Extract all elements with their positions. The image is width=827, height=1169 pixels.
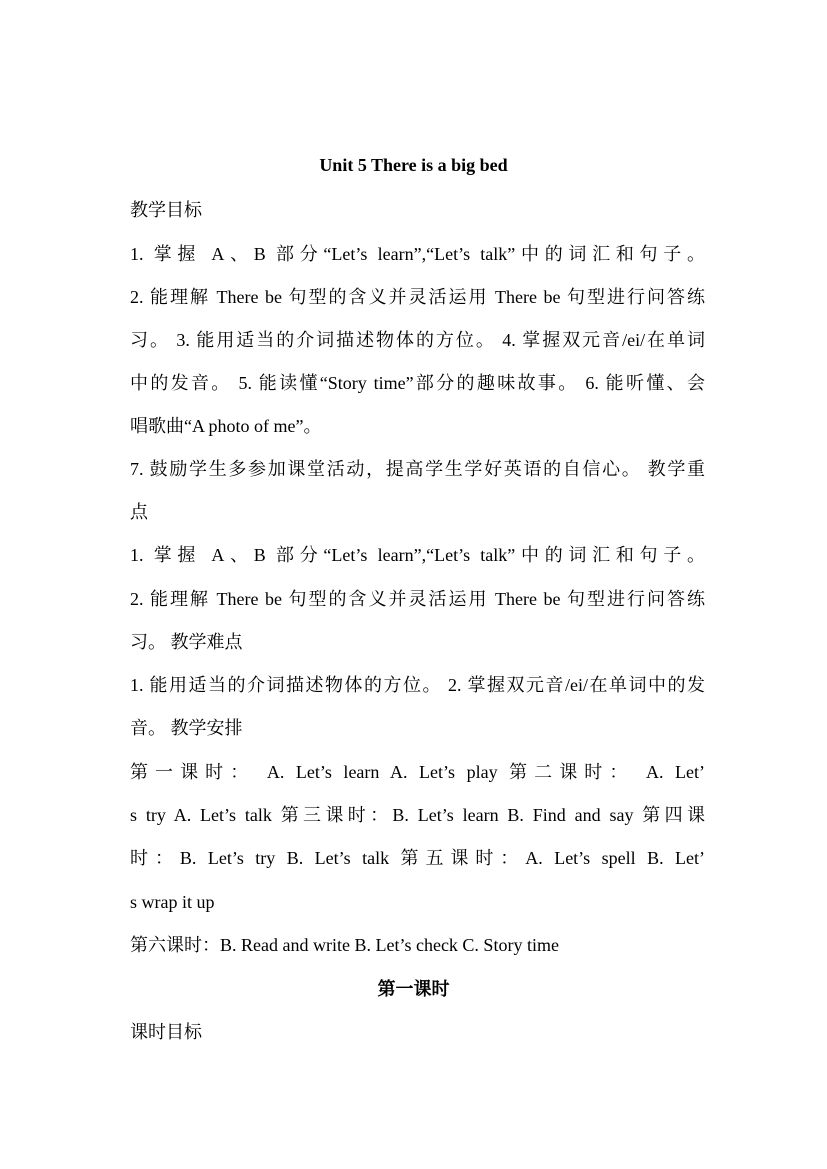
heading-teaching-objectives: 教学目标 [130, 200, 202, 220]
body-line: 习。 3. 能用适当的介词描述物体的方位。 4. 掌握双元音/ei/在单词 [130, 330, 705, 350]
body-line: 中的发音。 5. 能读懂“Story time”部分的趣味故事。 6. 能听懂、会 [130, 373, 705, 393]
body-line: 音。 教学安排 [130, 718, 243, 738]
body-line: 点 [130, 502, 148, 522]
section-heading: 第一课时 [377, 979, 450, 999]
body-line: 2. 能理解 There be 句型的含义并灵活运用 There be 句型进行问答练 [130, 287, 705, 307]
body-line: 2. 能理解 There be 句型的含义并灵活运用 There be 句型进行问答练 [130, 589, 705, 609]
body-line: 第一课时： A. Let’s learn A. Let’s play 第二课时： A. Let’ [130, 762, 705, 782]
body-line: s wrap it up [130, 892, 215, 912]
body-line: 1. 掌握 A、B 部分“Let’s learn”,“Let’s talk”中的词汇和句子。 [130, 244, 705, 264]
body-line: 1. 掌握 A、B 部分“Let’s learn”,“Let’s talk”中的词汇和句子。 [130, 545, 705, 565]
document-title: Unit 5 There is a big bed [319, 155, 508, 175]
body-line: 习。 教学难点 [130, 632, 243, 652]
body-line: 唱歌曲“A photo of me”。 [130, 416, 322, 436]
body-line: s try A. Let’s talk 第三课时：B. Let’s learn B. Find and say 第四课 [130, 805, 705, 825]
body-line: 时：B. Let’s try B. Let’s talk 第五课时：A. Let’s spell B. Let’ [130, 848, 705, 868]
section-subheading: 课时目标 [130, 1022, 202, 1042]
body-line: 7. 鼓励学生多参加课堂活动，提高学生学好英语的自信心。 教学重 [130, 459, 705, 479]
body-line: 第六课时：B. Read and write B. Let’s check C. Story time [130, 935, 559, 955]
body-line: 1. 能用适当的介词描述物体的方位。 2. 掌握双元音/ei/在单词中的发 [130, 675, 705, 695]
